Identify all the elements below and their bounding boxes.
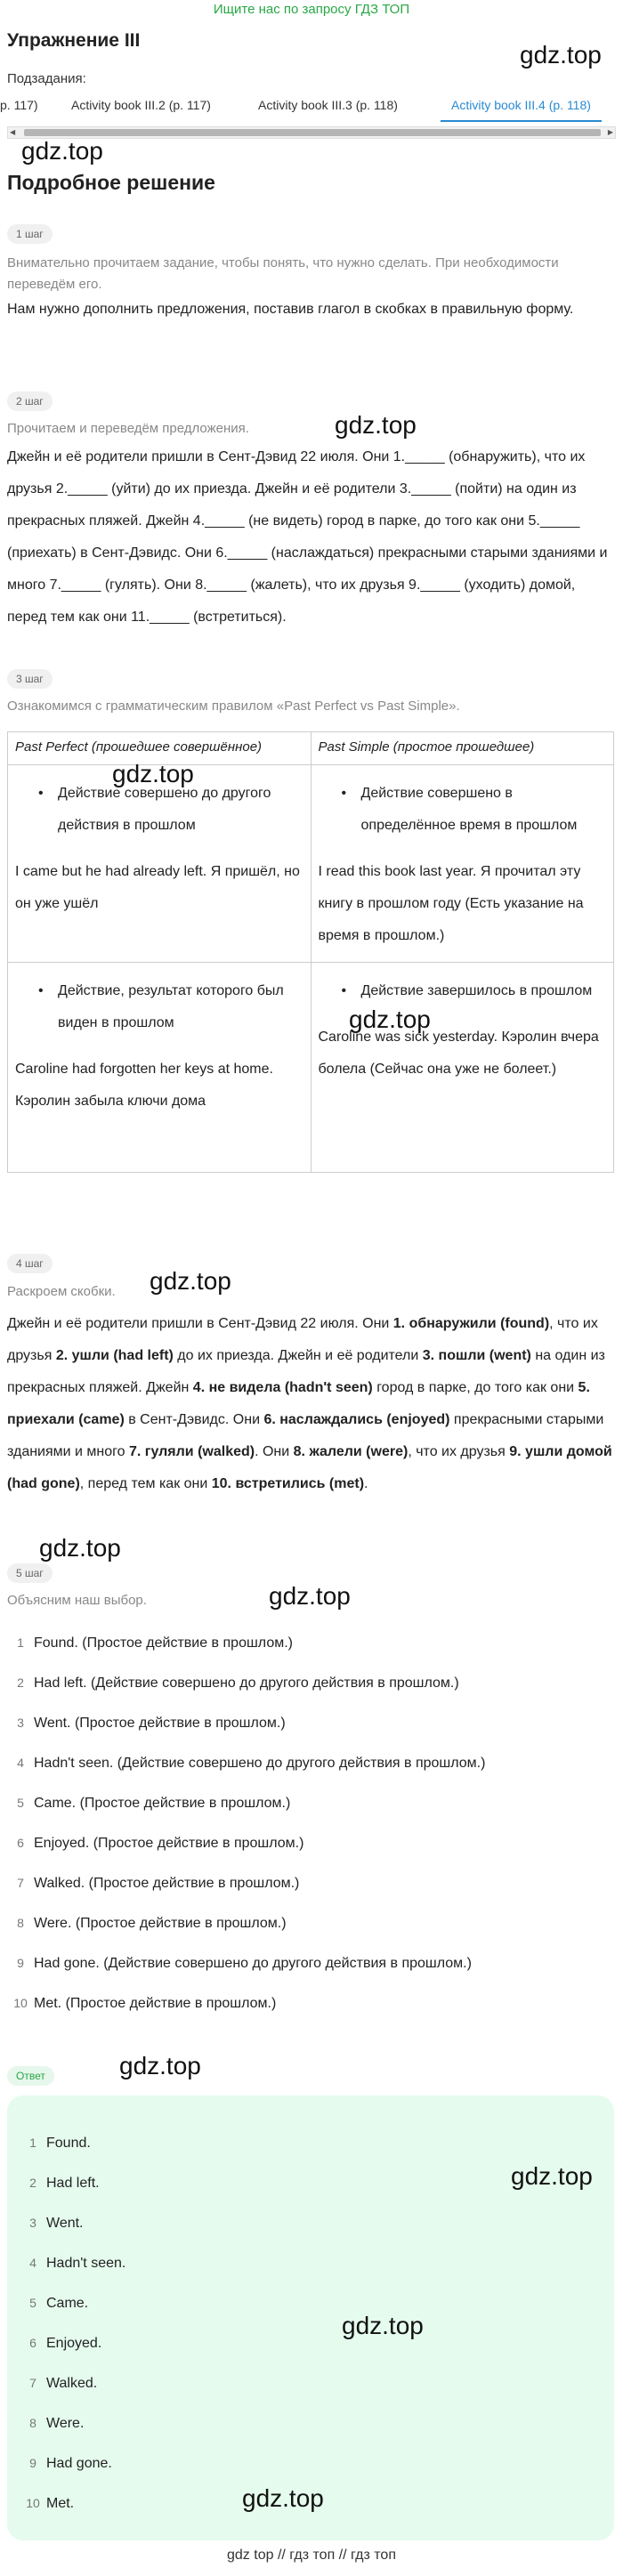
step-text: Джейн и её родители пришли в Сент-Дэвид 22 июля. Они 1. обнаружили (found), что их друзья 2. ушли (had left) до их приезда. Джейн и её родители 3. пошли (went) на один из прекрасных пляжей. Джейн 4. не видела (hadn't seen) город в парке, до того как они 5. приехали (came) в Сент-Дэвидс. Они 6. наслаждались (enjoyed) прекрасными старыми зданиями и много 7. гуляли (walked). Они 8. жалели (were), что их друзья 9. ушли домой (had gone), перед тем как они 10. встретились (met). <box>7 1316 612 1491</box>
tab-iii-2[interactable]: Activity book III.2 (p. 117) <box>71 98 211 112</box>
grammar-table <box>7 731 614 1173</box>
step-description: Внимательно прочитаем задание, чтобы понять, что нужно сделать. При необходимости переведём его. <box>7 255 559 292</box>
watermark: gdz.top <box>112 760 194 787</box>
list-item: 10 Met. (Простое действие в прошлом.) <box>13 1996 277 2011</box>
scroll-left-icon[interactable]: ◀ <box>10 128 16 136</box>
explanation-list <box>7 1627 612 2027</box>
list-item: 5 Came. (Простое действие в прошлом.) <box>17 1796 291 1811</box>
step-text: Джейн и её родители пришли в Сент-Дэвид 22 июля. Они 1._____ (обнаружить), что их друзья 2._____ (уйти) до их приезда. Джейн и её родители 3._____ (пойти) на один из прекрасных пляжей. Джейн 4._____ (не видеть) город в парке, до того как они 5._____ (приехать) в Сент-Дэвидс. Они 6._____ (наслаждаться) прекрасными старыми зданиями и много 7._____ (гулять). Они 8._____ (жалеть), что их друзья 9._____ (уходить) домой, перед тем как они 11._____ (встретиться). <box>7 449 608 625</box>
table-cell <box>311 963 614 1173</box>
tab-iii-1[interactable]: p. 117) <box>0 98 38 112</box>
rule-example: Caroline was sick yesterday. Кэролин вчера болела (Сейчас она уже не болеет.) <box>318 1030 599 1077</box>
list-item: 1 Found. (Простое действие в прошлом.) <box>17 1635 293 1651</box>
step-badge: 2 шаг <box>7 392 53 411</box>
step-description: Объясним наш выбор. <box>7 1593 147 1608</box>
watermark: gdz.top <box>39 1534 121 1562</box>
list-item: 7 Walked. <box>29 2376 98 2391</box>
watermark: gdz.top <box>150 1267 231 1295</box>
table-header: Past Perfect (прошедшее совершённое) <box>8 732 312 765</box>
step-badge: 1 шаг <box>7 224 53 244</box>
footer-separator: // <box>277 2548 286 2563</box>
list-item: 9 Had gone. <box>29 2456 112 2471</box>
step-badge: 4 шаг <box>7 1254 53 1273</box>
watermark: gdz.top <box>269 1582 351 1610</box>
watermark: gdz.top <box>342 2312 424 2339</box>
watermark: gdz.top <box>349 1005 431 1033</box>
footer-link[interactable]: гдз топ <box>351 2548 396 2563</box>
list-item: 6 Enjoyed. (Простое действие в прошлом.) <box>17 1836 304 1851</box>
watermark: gdz.top <box>21 137 103 165</box>
step-badge: 5 шаг <box>7 1563 53 1583</box>
top-banner[interactable]: Ищите нас по запросу ГДЗ ТОП <box>213 2 410 17</box>
list-item: 6 Enjoyed. <box>29 2336 102 2351</box>
watermark: gdz.top <box>119 2052 201 2079</box>
exercise-title: Упражнение III <box>7 30 141 51</box>
list-item: 3 Went. <box>29 2216 84 2231</box>
list-item: 8 Were. (Простое действие в прошлом.) <box>17 1916 287 1931</box>
table-cell <box>311 765 614 963</box>
rule-item: • Действие совершено до другого действия в прошлом <box>15 778 303 842</box>
table-cell <box>8 765 312 963</box>
watermark: gdz.top <box>520 41 602 69</box>
list-item: 2 Had left. (Действие совершено до другого действия в прошлом.) <box>17 1676 459 1691</box>
subtask-tabs <box>0 92 614 120</box>
tab-iii-4[interactable]: Activity book III.4 (p. 118) <box>441 92 602 122</box>
list-item: 4 Hadn't seen. (Действие совершено до другого действия в прошлом.) <box>17 1756 486 1771</box>
rule-item: • Действие завершилось в прошлом <box>319 975 607 1007</box>
footer-link[interactable]: gdz top <box>227 2548 274 2563</box>
list-item: 5 Came. <box>29 2296 89 2311</box>
step-description: Прочитаем и переведём предложения. <box>7 421 249 436</box>
table-header: Past Simple (простое прошедшее) <box>311 732 614 765</box>
watermark: gdz.top <box>511 2162 593 2190</box>
scrollbar-thumb[interactable] <box>24 129 601 136</box>
step-badge: 3 шаг <box>7 669 53 689</box>
list-item: 1 Found. <box>29 2136 91 2151</box>
list-item: 9 Had gone. (Действие совершено до другого действия в прошлом.) <box>17 1956 472 1971</box>
rule-example: I read this book last year. Я прочитал эту книгу в прошлом году (Есть указание на время в прошлом.) <box>318 864 584 943</box>
section-title: Подробное решение <box>7 171 215 194</box>
step-text: Нам нужно дополнить предложения, поставив глагол в скобках в правильную форму. <box>7 302 574 317</box>
step-description: Раскроем скобки. <box>7 1284 116 1299</box>
footer-links <box>0 2548 623 2564</box>
list-item: 2 Had left. <box>29 2176 100 2191</box>
rule-item: • Действие совершено в определённое время в прошлом <box>319 778 607 842</box>
list-item: 3 Went. (Простое действие в прошлом.) <box>17 1716 286 1731</box>
footer-separator: // <box>338 2548 347 2563</box>
step-description: Ознакомимся с грамматическим правилом «Past Perfect vs Past Simple». <box>7 699 460 714</box>
footer-link[interactable]: гдз топ <box>289 2548 336 2563</box>
rule-example: Caroline had forgotten her keys at home. Кэролин забыла ключи дома <box>15 1062 273 1109</box>
list-item: 8 Were. <box>29 2416 85 2431</box>
scroll-right-icon[interactable]: ▶ <box>607 128 613 136</box>
table-cell <box>8 963 312 1173</box>
list-item: 4 Hadn't seen. <box>29 2256 126 2271</box>
rule-item: • Действие, результат которого был виден в прошлом <box>15 975 303 1039</box>
list-item: 7 Walked. (Простое действие в прошлом.) <box>17 1876 300 1891</box>
watermark: gdz.top <box>335 411 417 439</box>
rule-example: I came but he had already left. Я пришёл, но он уже ушёл <box>15 864 300 911</box>
list-item: 10 Met. <box>26 2496 75 2511</box>
tab-iii-3[interactable]: Activity book III.3 (p. 118) <box>258 98 398 112</box>
answer-badge: Ответ <box>7 2066 54 2086</box>
watermark: gdz.top <box>242 2484 324 2512</box>
subtasks-label: Подзадания: <box>7 71 86 86</box>
